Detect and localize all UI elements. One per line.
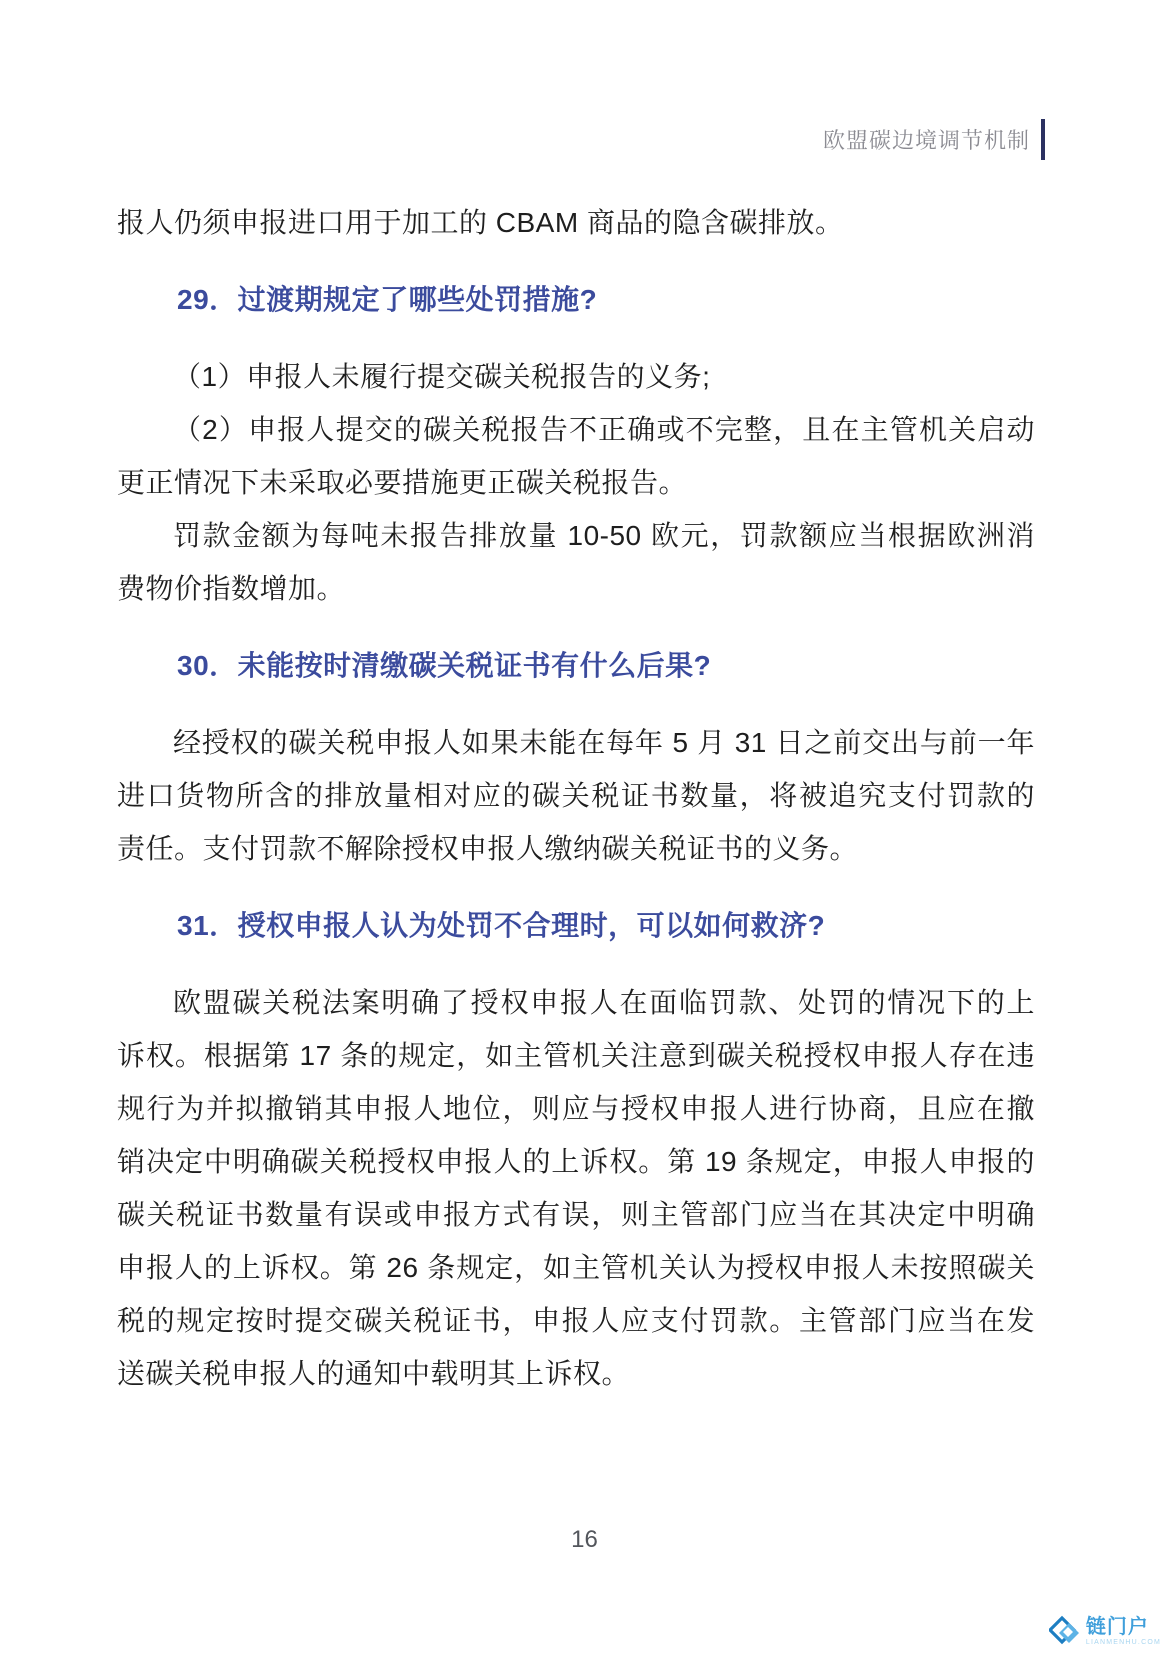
- paragraph-line: 送碳关税申报人的通知中载明其上诉权。: [117, 1358, 631, 1389]
- paragraph-line: 报人仍须申报进口用于加工的 CBAM 商品的隐含碳排放。: [117, 207, 844, 238]
- paragraph-line: 碳关税证书数量有误或申报方式有误，则主管部门应当在其决定中明确: [117, 1199, 1035, 1230]
- paragraph-line: （1）申报人未履行提交碳关税报告的义务;: [173, 361, 711, 392]
- section-heading: 30．未能按时清缴碳关税证书有什么后果?: [177, 650, 712, 681]
- watermark-text: [1086, 1617, 1161, 1646]
- watermark-logo: [1049, 1615, 1161, 1647]
- section-heading: 29．过渡期规定了哪些处罚措施?: [177, 284, 598, 315]
- paragraph-line: 诉权。根据第 17 条的规定，如主管机关注意到碳关税授权申报人存在违: [117, 1040, 1035, 1071]
- header-title: 欧盟碳边境调节机制: [822, 128, 1030, 153]
- paragraph-line: 费物价指数增加。: [117, 573, 346, 604]
- paragraph-line: 欧盟碳关税法案明确了授权申报人在面临罚款、处罚的情况下的上: [173, 987, 1035, 1018]
- paragraph-line: 销决定中明确碳关税授权申报人的上诉权。第 19 条规定，申报人申报的: [117, 1146, 1035, 1177]
- document-body: [117, 196, 1035, 1400]
- page-number: 16: [571, 1526, 598, 1553]
- paragraph-line: 规行为并拟撤销其申报人地位，则应与授权申报人进行协商，且应在撤: [117, 1093, 1035, 1124]
- header-divider-bar: [1041, 119, 1045, 160]
- paragraph-line: 经授权的碳关税申报人如果未能在每年 5 月 31 日之前交出与前一年: [173, 727, 1035, 758]
- paragraph-line: 更正情况下未采取必要措施更正碳关税报告。: [117, 467, 688, 498]
- paragraph-line: （2）申报人提交的碳关税报告不正确或不完整，且在主管机关启动: [173, 414, 1035, 445]
- paragraph-line: 罚款金额为每吨未报告排放量 10-50 欧元，罚款额应当根据欧洲消: [173, 520, 1035, 551]
- watermark-domain: LIANMENHU.COM: [1085, 1638, 1161, 1646]
- section-heading: 31．授权申报人认为处罚不合理时，可以如何救济?: [177, 910, 826, 941]
- paragraph-line: 税的规定按时提交碳关税证书，申报人应支付罚款。主管部门应当在发: [117, 1305, 1035, 1336]
- watermark-brand: 链门户: [1085, 1615, 1149, 1638]
- running-header: [823, 119, 1045, 160]
- chain-diamond-icon: [1049, 1615, 1081, 1647]
- paragraph-line: 进口货物所含的排放量相对应的碳关税证书数量，将被追究支付罚款的: [117, 780, 1035, 811]
- paragraph-line: 责任。支付罚款不解除授权申报人缴纳碳关税证书的义务。: [117, 833, 859, 864]
- paragraph-line: 申报人的上诉权。第 26 条规定，如主管机关认为授权申报人未按照碳关: [117, 1252, 1035, 1283]
